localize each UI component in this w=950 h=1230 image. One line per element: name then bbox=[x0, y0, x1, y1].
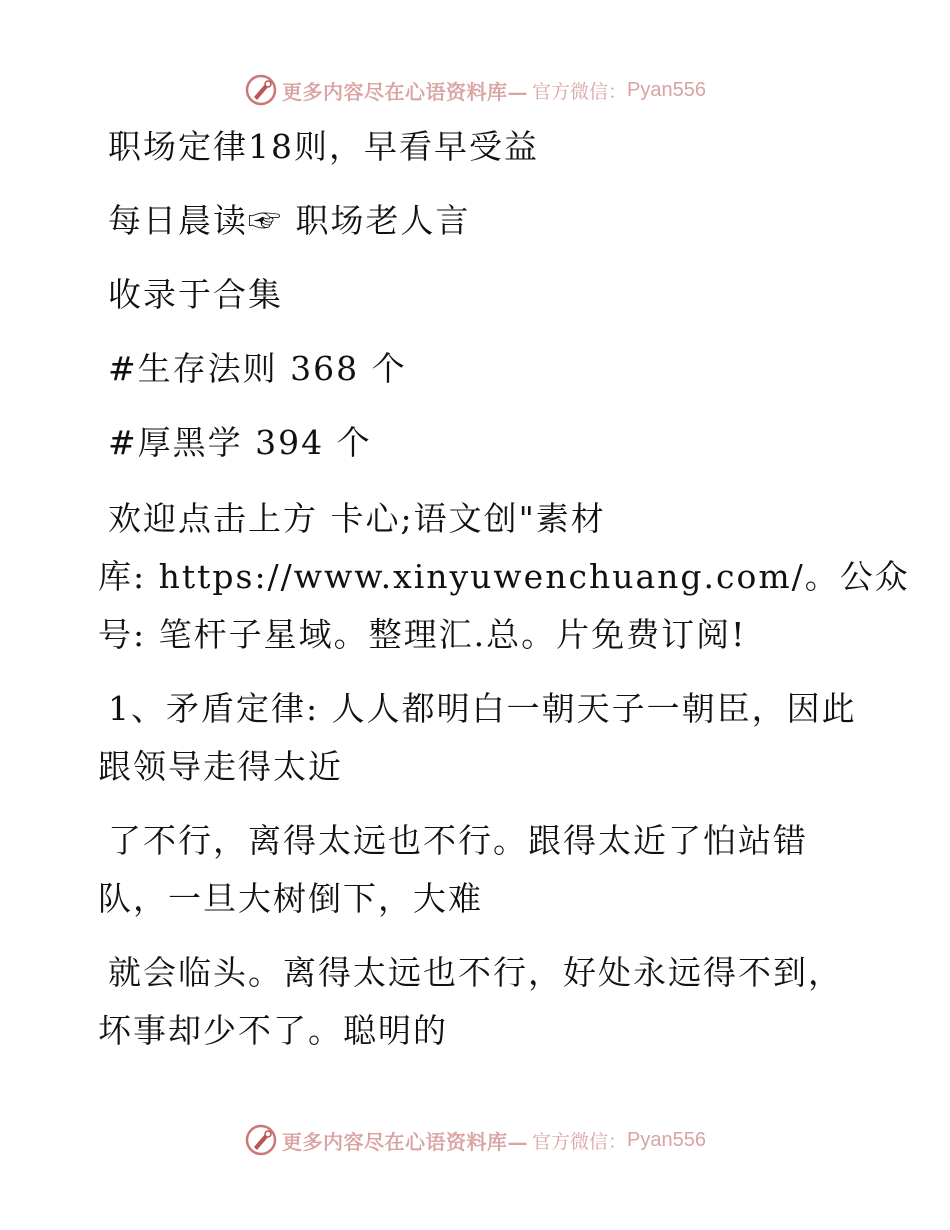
tag-survival-rules: #生存法则 368 个 bbox=[108, 349, 407, 388]
article-title: 职场定律18则，早看早受益 bbox=[108, 127, 539, 166]
watermark-wechat-label: 官方微信： bbox=[532, 1130, 628, 1153]
footer-watermark bbox=[0, 1120, 950, 1160]
series-label: 每日晨读☞ 职场老人言 bbox=[108, 201, 471, 240]
body-paragraph-line: 了不行，离得太远也不行。跟得太近了怕站错 bbox=[108, 821, 808, 860]
watermark-wechat-id: Pyan556 bbox=[627, 78, 706, 101]
pen-logo-icon bbox=[244, 73, 278, 107]
header-watermark bbox=[0, 70, 950, 110]
promo-line: 欢迎点击上方 卡心;语文创"素材 bbox=[108, 499, 606, 538]
watermark-wechat-id: Pyan556 bbox=[627, 1128, 706, 1151]
body-paragraph-line: 1、矛盾定律: 人人都明白一朝天子一朝臣，因此 bbox=[108, 689, 857, 728]
promo-line: 号: 笔杆子星域。整理汇.总。片免费订阅! bbox=[98, 615, 747, 654]
promo-line: 库: https://www.xinyuwenchuang.com/。公众 bbox=[98, 557, 910, 596]
watermark-site-text: 更多内容尽在心语资料库— bbox=[282, 79, 528, 104]
collection-label: 收录于合集 bbox=[108, 275, 283, 314]
watermark-wechat-label: 官方微信： bbox=[532, 80, 628, 103]
body-paragraph-line: 就会临头。离得太远也不行，好处永远得不到， bbox=[108, 953, 843, 992]
tag-houheixue: #厚黑学 394 个 bbox=[108, 423, 372, 462]
body-paragraph-line: 坏事却少不了。聪明的 bbox=[98, 1011, 448, 1050]
watermark-site-text: 更多内容尽在心语资料库— bbox=[282, 1129, 528, 1154]
pen-logo-icon bbox=[244, 1123, 278, 1157]
body-paragraph-line: 队，一旦大树倒下，大难 bbox=[98, 879, 483, 918]
body-paragraph-line: 跟领导走得太近 bbox=[98, 747, 343, 786]
